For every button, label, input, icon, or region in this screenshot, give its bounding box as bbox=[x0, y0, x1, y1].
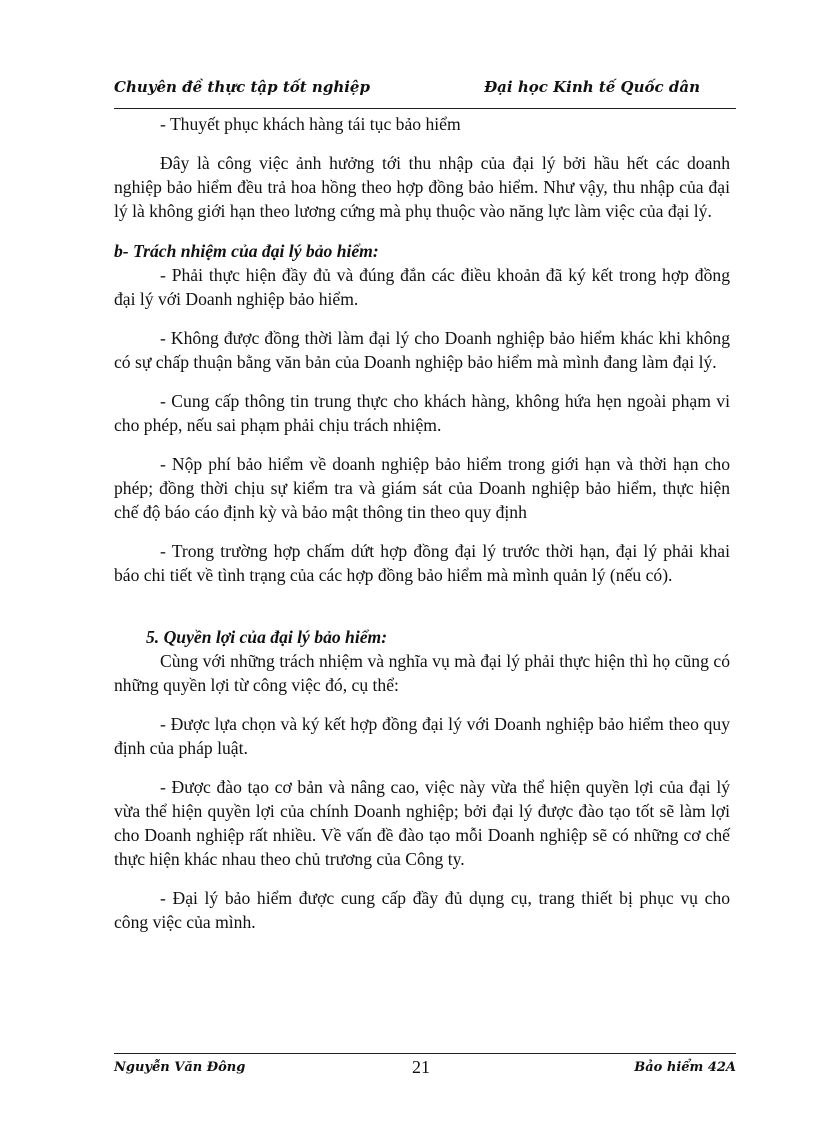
page-body bbox=[114, 112, 730, 934]
paragraph-responsibility-3: - Cung cấp thông tin trung thực cho khách hàng, không hứa hẹn ngoài phạm vi cho phép, nếu sai phạm phải chịu trách nhiệm. bbox=[114, 391, 730, 435]
paragraph-right-3: - Đại lý bảo hiểm được cung cấp đầy đủ dụng cụ, trang thiết bị phục vụ cho công việc của mình. bbox=[114, 888, 730, 932]
header-divider bbox=[114, 108, 736, 109]
paragraph-responsibility-5: - Trong trường hợp chấm dứt hợp đồng đại lý trước thời hạn, đại lý phải khai báo chi tiết về tình trạng của các hợp đồng bảo hiểm mà mình quản lý (nếu có). bbox=[114, 541, 730, 585]
paragraph-responsibility-4: - Nộp phí bảo hiểm về doanh nghiệp bảo hiểm trong giới hạn và thời hạn cho phép; đồng thời chịu sự kiểm tra và giám sát của Doanh nghiệp bảo hiểm, thực hiện chế độ báo cáo định kỳ và bảo mật thông tin theo quy định bbox=[114, 454, 730, 522]
paragraph-rights-intro: Cùng với những trách nhiệm và nghĩa vụ mà đại lý phải thực hiện thì họ cũng có những quyền lợi từ công việc đó, cụ thể: bbox=[114, 651, 730, 695]
paragraph-responsibility-1: - Phải thực hiện đầy đủ và đúng đắn các điều khoản đã ký kết trong hợp đồng đại lý với Doanh nghiệp bảo hiểm. bbox=[114, 265, 730, 309]
section-heading-rights: 5. Quyền lợi của đại lý bảo hiểm: bbox=[146, 627, 388, 647]
header-thesis-title: Chuyên đề thực tập tốt nghiệp bbox=[114, 78, 370, 96]
page-header bbox=[114, 78, 736, 102]
paragraph-responsibility-2: - Không được đồng thời làm đại lý cho Doanh nghiệp bảo hiểm khác khi không có sự chấp thuận bằng văn bản của Doanh nghiệp bảo hiểm mà mình đang làm đại lý. bbox=[114, 328, 730, 372]
paragraph-right-2: - Được đào tạo cơ bản và nâng cao, việc này vừa thể hiện quyền lợi của đại lý vừa thể hiện quyền lợi của chính Doanh nghiệp; bởi đại lý được đào tạo tốt sẽ làm lợi cho Doanh nghiệp rất nhiều. Về vấn đề đào tạo mỗi Doanh nghiệp sẽ có những cơ chế thực hiện khác nhau theo chủ trương của Công ty. bbox=[114, 777, 730, 869]
footer-class: Bảo hiểm 42A bbox=[634, 1060, 736, 1075]
page-number: 21 bbox=[412, 1057, 430, 1077]
paragraph-right-1: - Được lựa chọn và ký kết hợp đồng đại lý với Doanh nghiệp bảo hiểm theo quy định của pháp luật. bbox=[114, 714, 730, 758]
header-university: Đại học Kinh tế Quốc dân bbox=[484, 78, 700, 96]
page-footer bbox=[114, 1059, 736, 1083]
paragraph-renewal: - Thuyết phục khách hàng tái tục bảo hiểm bbox=[160, 114, 461, 134]
footer-divider bbox=[114, 1053, 736, 1054]
section-heading-responsibilities: b- Trách nhiệm của đại lý bảo hiểm: bbox=[114, 241, 379, 261]
paragraph-income: Đây là công việc ảnh hưởng tới thu nhập của đại lý bởi hầu hết các doanh nghiệp bảo hiểm đều trả hoa hồng theo hợp đồng bảo hiểm. Như vậy, thu nhập của đại lý là không giới hạn theo lương cứng mà phụ thuộc vào năng lực làm việc của đại lý. bbox=[114, 153, 730, 221]
footer-author: Nguyễn Văn Đông bbox=[114, 1060, 246, 1075]
